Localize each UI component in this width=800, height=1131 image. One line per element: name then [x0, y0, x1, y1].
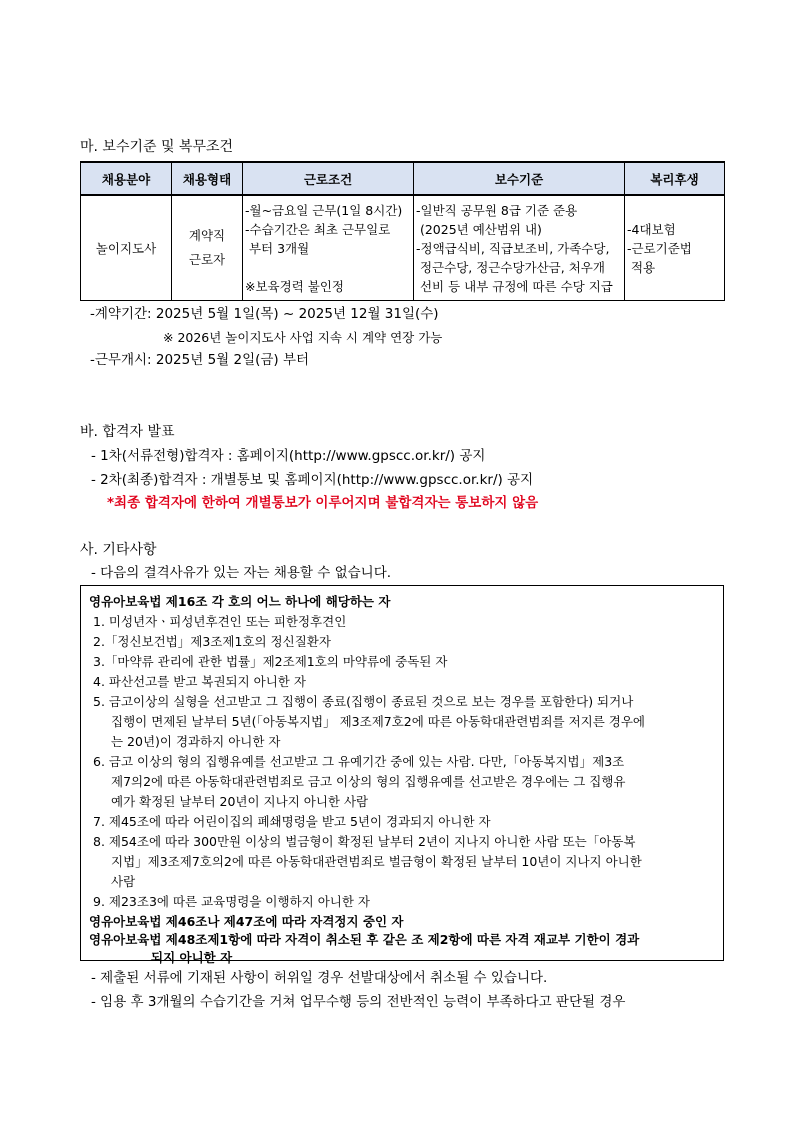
section-sa-title: 사. 기타사항: [80, 542, 157, 558]
header-conditions: 근로조건: [243, 162, 414, 195]
box-bold-line: 영유아보육법 제48조제1항에 따라 자격이 취소된 후 같은 조 제2항에 따른 자격 재교부 기한이 경과: [89, 932, 640, 947]
welfare-line: -4대보험: [627, 221, 676, 237]
header-welfare: 복리후생: [625, 162, 725, 195]
pay-line: -정액급식비, 직급보조비, 가족수당,: [416, 240, 610, 256]
box-heading: 영유아보육법 제16조 각 호의 어느 하나에 해당하는 자: [89, 594, 391, 609]
welfare-line: -근로기준법: [627, 240, 692, 256]
contract-period: -계약기간: 2025년 5월 1일(목) ~ 2025년 12월 31일(수): [90, 306, 439, 322]
final-notice: *최종 합격자에 한하여 개별통보가 이루어지며 불합격자는 통보하지 않음: [107, 495, 539, 511]
cell-type: [172, 195, 243, 301]
box-item: 2.「정신보건법」제3조제1호의 정신질환자: [93, 634, 331, 649]
pay-line: (2025년 예산범위 내): [416, 221, 542, 237]
condition-line: ※보육경력 불인정: [245, 278, 344, 294]
first-round-announcement: - 1차(서류전형)합격자 : 홈페이지(http://www.gpscc.or.kr/) 공지: [91, 448, 486, 464]
box-item: 는 20년)이 경과하지 아니한 자: [111, 734, 281, 749]
header-type: 채용형태: [172, 162, 243, 195]
box-item: 사람: [111, 874, 136, 889]
condition-line: 부터 3개월: [245, 240, 310, 256]
pay-line: 정근수당, 정근수당가산금, 처우개: [416, 259, 605, 275]
box-item: 4. 파산선고를 받고 복권되지 아니한 자: [93, 674, 306, 689]
second-round-announcement: - 2차(최종)합격자 : 개별통보 및 홈페이지(http://www.gpscc.or.kr/) 공지: [91, 472, 534, 488]
disqualification-intro: - 다음의 결격사유가 있는 자는 채용할 수 없습니다.: [91, 565, 392, 581]
box-item: 8. 제54조에 따라 300만원 이상의 벌금형이 확정된 날부터 2년이 지나지 아니한 사람 또는「아동복: [93, 834, 636, 849]
pay-line: 선비 등 내부 규정에 따른 수당 지급: [416, 278, 613, 294]
box-bold-line: 영유아보육법 제46조나 제47조에 따라 자격정지 중인 자: [89, 914, 404, 929]
box-item: 제7의2에 따른 아동학대관련범죄로 금고 이상의 형의 집행유예를 선고받은 경우에는 그 집행유: [111, 774, 626, 789]
pay-table: [80, 161, 725, 301]
section-ba-title: 바. 합격자 발표: [80, 424, 175, 440]
probation-note: - 임용 후 3개월의 수습기간을 거쳐 업무수행 등의 전반적인 능력이 부족하다고 판단될 경우: [91, 994, 626, 1010]
false-document-note: - 제출된 서류에 기재된 사항이 허위일 경우 선발대상에서 취소될 수 있습니다.: [91, 970, 548, 986]
pay-table-header-row: [81, 162, 725, 195]
disqualification-box: [80, 585, 724, 965]
type-line: 계약직: [188, 228, 226, 243]
box-item: 3.「마약류 관리에 관한 법률」제2조제1호의 마약류에 중독된 자: [93, 654, 448, 669]
box-item: 6. 금고 이상의 형의 집행유예를 선고받고 그 유예기간 중에 있는 사람. 다만,「아동복지법」제3조: [93, 754, 625, 769]
header-field: 채용분야: [81, 162, 172, 195]
type-line: 근로자: [188, 252, 226, 267]
welfare-line: 적용: [627, 259, 656, 275]
cell-pay: [414, 195, 625, 301]
box-item: 7. 제45조에 따라 어린이집의 폐쇄명령을 받고 5년이 경과되지 아니한 자: [93, 814, 491, 829]
box-item: 5. 금고이상의 실형을 선고받고 그 집행이 종료(집행이 종료된 것으로 보는 경우를 포함한다) 되거나: [93, 694, 634, 709]
condition-line: -수습기간은 최초 근무일로: [245, 221, 391, 237]
condition-line: -월~금요일 근무(1일 8시간): [245, 202, 403, 218]
section-ma-title: 마. 보수기준 및 복무조건: [80, 139, 234, 155]
pay-table-row: [81, 195, 725, 301]
box-item: 집행이 면제된 날부터 5년(「아동복지법」 제3조제7호2에 따른 아동학대관련범죄를 저지른 경우에: [111, 714, 646, 729]
cell-welfare: [625, 195, 725, 301]
pay-line: -일반직 공무원 8급 기준 준용: [416, 202, 578, 218]
box-item: 1. 미성년자ㆍ피성년후견인 또는 피한정후견인: [93, 614, 347, 629]
cell-conditions: [243, 195, 414, 301]
cell-field: 놀이지도사: [81, 195, 172, 301]
box-item: 예가 확정된 날부터 20년이 지나지 아니한 사람: [111, 794, 369, 809]
box-item: 지법」제3조제7호의2에 따른 아동학대관련범죄로 벌금형이 확정된 날부터 10년이 지나지 아니한: [111, 854, 642, 869]
work-start: -근무개시: 2025년 5월 2일(금) 부터: [90, 352, 310, 368]
box-bold-line: 되지 아니한 자: [151, 950, 233, 965]
contract-note: ※ 2026년 놀이지도사 사업 지속 시 계약 연장 가능: [163, 330, 443, 345]
box-item: 9. 제23조3에 따른 교육명령을 이행하지 아니한 자: [93, 894, 370, 909]
condition-spacer: [245, 258, 412, 277]
header-pay: 보수기준: [414, 162, 625, 195]
